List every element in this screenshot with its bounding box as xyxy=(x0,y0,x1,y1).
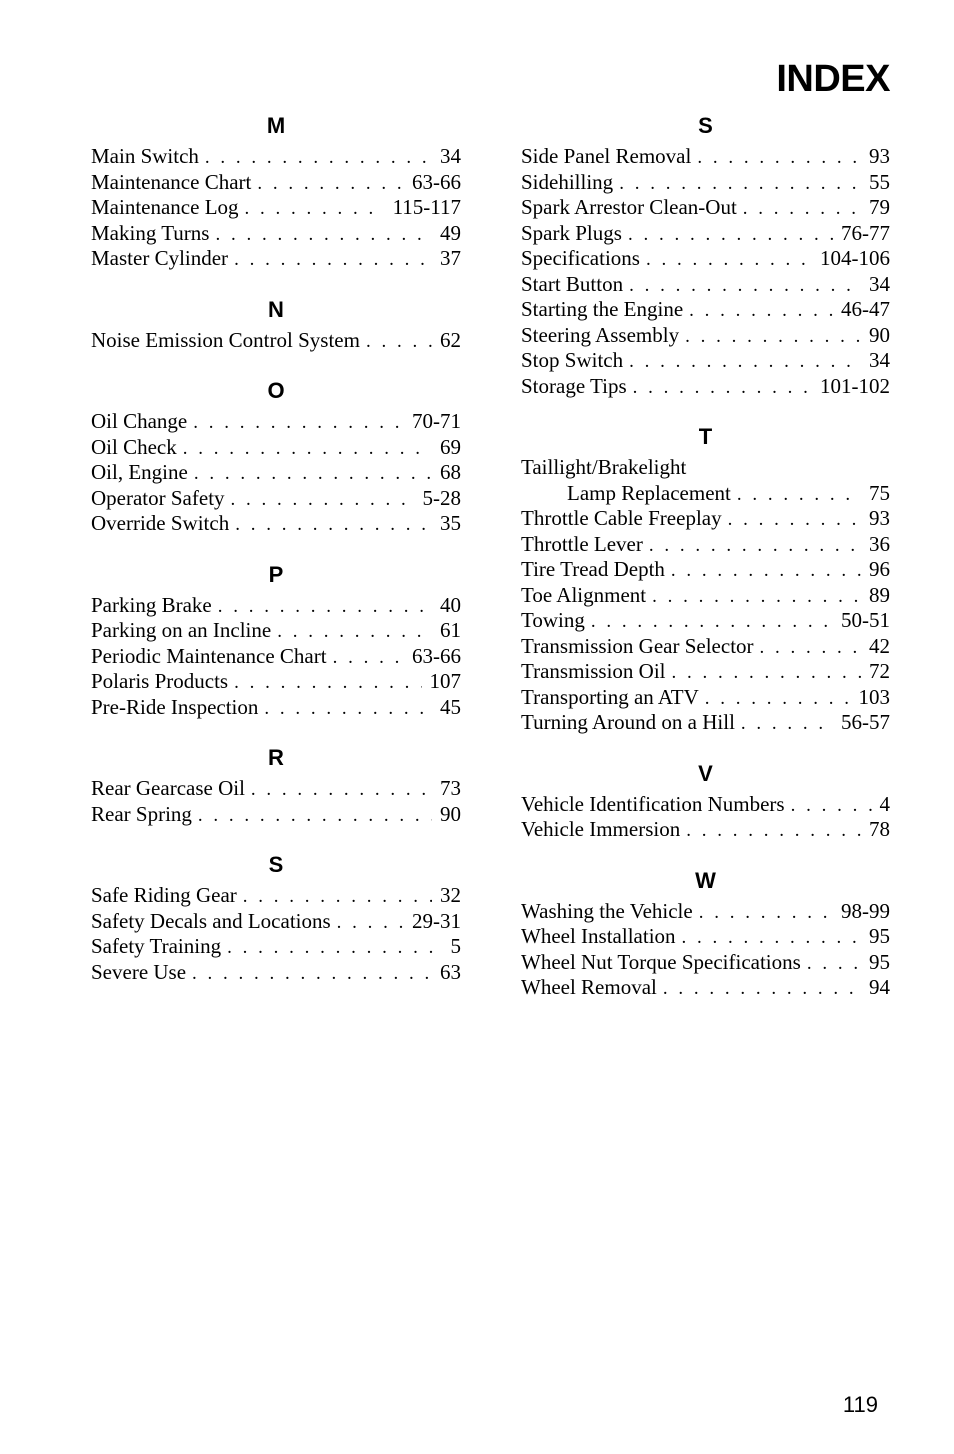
entry-label: Spark Arrestor Clean-Out xyxy=(521,195,737,219)
index-section-s xyxy=(91,847,461,985)
entry-page-number: 90 xyxy=(869,322,890,347)
index-entry xyxy=(91,695,461,721)
dot-leader xyxy=(791,793,872,819)
index-entry xyxy=(91,883,461,909)
entry-page-number: 34 xyxy=(869,348,890,372)
dot-leader xyxy=(245,196,385,222)
entry-page-number: 35 xyxy=(440,511,461,535)
entry-label: Wheel Removal xyxy=(521,975,657,999)
index-entry xyxy=(91,435,461,461)
dot-leader xyxy=(218,594,432,620)
entry-label: Side Panel Removal xyxy=(521,144,692,168)
entry-label: Start Button xyxy=(521,271,624,296)
index-entry xyxy=(91,934,461,960)
index-entry xyxy=(521,297,890,323)
dot-leader xyxy=(737,482,861,508)
entry-page-number: 61 xyxy=(440,618,461,642)
index-entry xyxy=(91,460,461,486)
index-entry xyxy=(521,792,890,818)
index-entry xyxy=(91,909,461,935)
entry-label: Storage Tips xyxy=(521,373,627,398)
dot-leader xyxy=(333,645,404,671)
index-entry xyxy=(521,348,890,374)
section-letter: R xyxy=(268,745,284,770)
entry-label: Toe Alignment xyxy=(521,582,647,607)
entry-page-number: 45 xyxy=(440,694,461,719)
entry-label: Tire Tread Depth xyxy=(521,557,665,581)
entry-label: Transmission Oil xyxy=(521,659,666,683)
section-letter: S xyxy=(698,113,713,138)
index-entry xyxy=(521,374,890,400)
index-entry xyxy=(91,246,461,272)
dot-leader xyxy=(205,145,432,171)
dot-leader xyxy=(682,925,861,951)
index-entry xyxy=(521,583,890,609)
entry-page-number: 78 xyxy=(869,817,890,841)
dot-leader xyxy=(741,711,833,737)
index-entry xyxy=(521,221,890,247)
index-entry xyxy=(521,532,890,558)
entry-label: Oil Change xyxy=(91,409,188,433)
section-letter: V xyxy=(698,760,713,786)
index-section-r xyxy=(91,740,461,827)
entry-page-number: 63 xyxy=(440,959,461,984)
dot-leader xyxy=(760,635,861,661)
entry-label: Maintenance Chart xyxy=(91,169,252,194)
index-entry xyxy=(91,776,461,802)
section-letter: T xyxy=(698,424,713,449)
entry-page-number: 32 xyxy=(440,883,461,907)
section-letter: P xyxy=(268,561,284,587)
entry-page-number: 49 xyxy=(440,220,461,245)
index-entry xyxy=(91,144,461,170)
entry-label: Washing the Vehicle xyxy=(521,898,693,923)
dot-leader xyxy=(663,976,861,1002)
entry-label: Transporting an ATV xyxy=(521,684,699,709)
entry-page-number: 63-66 xyxy=(412,643,461,668)
entry-page-number: 63-66 xyxy=(412,169,461,194)
index-entry xyxy=(521,685,890,711)
section-letter: S xyxy=(268,852,284,877)
entry-label: Starting the Engine xyxy=(521,297,684,321)
index-entry xyxy=(521,506,890,532)
entry-page-number: 62 xyxy=(440,327,461,352)
index-entry xyxy=(91,221,461,247)
index-entry xyxy=(521,659,890,685)
dot-leader xyxy=(697,145,861,171)
entry-page-number: 69 xyxy=(440,434,461,459)
entry-label: Throttle Lever xyxy=(521,531,643,556)
entry-label: Pre-Ride Inspection xyxy=(91,694,259,719)
index-section-p xyxy=(91,557,461,721)
dot-leader xyxy=(194,461,432,487)
entry-page-number: 72 xyxy=(869,659,890,683)
entry-page-number: 29-31 xyxy=(412,908,461,933)
entry-label: Safe Riding Gear xyxy=(91,883,237,907)
index-entry xyxy=(91,618,461,644)
entry-label: Rear Gearcase Oil xyxy=(91,776,245,800)
index-entry xyxy=(91,960,461,986)
dot-leader xyxy=(591,609,833,635)
dot-leader xyxy=(672,660,861,686)
dot-leader xyxy=(235,512,432,538)
section-letter: M xyxy=(266,113,286,138)
index-column-left xyxy=(91,108,461,1005)
entry-label: Polaris Products xyxy=(91,669,229,693)
dot-leader xyxy=(264,696,432,722)
dot-leader xyxy=(728,507,861,533)
entry-label: Operator Safety xyxy=(91,485,225,510)
index-section-n xyxy=(91,292,461,354)
index-entry xyxy=(521,924,890,950)
entry-label: Vehicle Immersion xyxy=(521,817,681,841)
index-entry xyxy=(91,644,461,670)
dot-leader xyxy=(646,247,812,273)
index-entry xyxy=(91,328,461,354)
dot-leader xyxy=(243,884,432,910)
index-entry xyxy=(521,975,890,1001)
section-letter: N xyxy=(268,296,284,322)
index-entry xyxy=(91,669,461,695)
index-entry xyxy=(91,593,461,619)
entry-label: Safety Decals and Locations xyxy=(91,908,331,933)
entry-label: Stop Switch xyxy=(521,348,624,372)
entry-label: Towing xyxy=(521,608,585,632)
dot-leader xyxy=(337,910,404,936)
dot-leader xyxy=(633,375,812,401)
entry-page-number: 101-102 xyxy=(820,373,890,398)
dot-leader xyxy=(198,803,432,829)
index-entry xyxy=(91,511,461,537)
entry-page-number: 55 xyxy=(869,169,890,194)
entry-label: Throttle Cable Freeplay xyxy=(521,506,722,530)
entry-page-number: 5-28 xyxy=(422,485,461,510)
entry-page-number: 96 xyxy=(869,557,890,581)
entry-page-number: 76-77 xyxy=(841,220,890,245)
entry-page-number: 75 xyxy=(869,480,890,505)
index-entry xyxy=(91,195,461,221)
entry-page-number: 95 xyxy=(869,949,890,974)
dot-leader xyxy=(277,619,432,645)
entry-label: Making Turns xyxy=(91,220,210,245)
entry-label: Sidehilling xyxy=(521,169,614,194)
entry-page-number: 40 xyxy=(440,592,461,617)
entry-page-number: 46-47 xyxy=(841,297,890,321)
entry-page-number: 68 xyxy=(440,460,461,484)
dot-leader xyxy=(705,686,851,712)
index-entry xyxy=(521,455,890,481)
index-entry xyxy=(521,817,890,843)
index-entry xyxy=(521,246,890,272)
entry-label: Severe Use xyxy=(91,959,187,984)
dot-leader xyxy=(671,558,861,584)
dot-leader xyxy=(193,410,404,436)
entry-page-number: 93 xyxy=(869,506,890,530)
index-section-t xyxy=(521,419,890,736)
dot-leader xyxy=(686,818,861,844)
entry-label: Rear Spring xyxy=(91,801,192,826)
dot-leader xyxy=(183,436,432,462)
entry-label: Transmission Gear Selector xyxy=(521,633,754,658)
dot-leader xyxy=(652,584,861,610)
index-entry xyxy=(521,323,890,349)
index-section-o xyxy=(91,373,461,537)
page-number: 119 xyxy=(842,1392,878,1417)
index-entry xyxy=(521,195,890,221)
entry-label: Spark Plugs xyxy=(521,220,622,245)
entry-label: Safety Training xyxy=(91,934,222,958)
entry-page-number: 70-71 xyxy=(412,409,461,433)
index-entry xyxy=(91,486,461,512)
dot-leader xyxy=(192,961,432,987)
dot-leader xyxy=(807,951,861,977)
entry-page-number: 90 xyxy=(440,801,461,826)
dot-leader xyxy=(215,222,432,248)
entry-label: Main Switch xyxy=(91,144,199,168)
index-section-m xyxy=(91,108,461,272)
entry-page-number: 34 xyxy=(440,144,461,168)
entry-label: Steering Assembly xyxy=(521,322,680,347)
entry-page-number: 115-117 xyxy=(392,195,461,219)
entry-label: Lamp Replacement xyxy=(567,480,731,505)
entry-page-number: 50-51 xyxy=(841,608,890,632)
dot-leader xyxy=(629,273,861,299)
entry-page-number: 37 xyxy=(440,246,461,270)
entry-label: Wheel Nut Torque Specifications xyxy=(521,949,801,974)
dot-leader xyxy=(743,196,861,222)
dot-leader xyxy=(257,171,404,197)
dot-leader xyxy=(699,900,833,926)
entry-page-number: 95 xyxy=(869,924,890,948)
entry-page-number: 103 xyxy=(858,684,890,709)
dot-leader xyxy=(366,329,432,355)
index-entry xyxy=(521,170,890,196)
index-section-s xyxy=(521,108,890,399)
dot-leader xyxy=(234,247,432,273)
entry-page-number: 36 xyxy=(869,531,890,556)
entry-page-number: 4 xyxy=(879,791,890,816)
index-entry xyxy=(91,170,461,196)
index-entry xyxy=(521,899,890,925)
entry-label: Oil, Engine xyxy=(91,460,188,484)
entry-label: Parking Brake xyxy=(91,592,212,617)
index-entry xyxy=(521,950,890,976)
index-column-right xyxy=(521,108,890,1021)
entry-page-number: 34 xyxy=(869,271,890,296)
dot-leader xyxy=(619,171,861,197)
entry-label: Turning Around on a Hill xyxy=(521,710,735,734)
section-letter: W xyxy=(695,867,716,893)
entry-page-number: 98-99 xyxy=(841,898,890,923)
entry-label: Parking on an Incline xyxy=(91,618,272,642)
entry-page-number: 104-106 xyxy=(820,246,890,270)
index-entry xyxy=(521,144,890,170)
dot-leader xyxy=(227,935,442,961)
page-title: INDEX xyxy=(776,58,890,100)
index-entry xyxy=(521,557,890,583)
index-entry xyxy=(521,481,890,507)
index-section-v xyxy=(521,756,890,843)
index-entry xyxy=(91,409,461,435)
dot-leader xyxy=(234,670,421,696)
entry-label: Oil Check xyxy=(91,434,177,459)
index-entry xyxy=(521,634,890,660)
entry-label: Specifications xyxy=(521,246,640,270)
dot-leader xyxy=(628,222,833,248)
dot-leader xyxy=(629,349,861,375)
entry-page-number: 5 xyxy=(450,934,461,958)
entry-page-number: 89 xyxy=(869,582,890,607)
entry-label: Vehicle Identification Numbers xyxy=(521,791,785,816)
entry-label: Periodic Maintenance Chart xyxy=(91,643,327,668)
entry-page-number: 107 xyxy=(429,669,461,693)
entry-page-number: 73 xyxy=(440,776,461,800)
dot-leader xyxy=(251,777,432,803)
entry-label: Master Cylinder xyxy=(91,246,229,270)
entry-label: Noise Emission Control System xyxy=(91,327,360,352)
dot-leader xyxy=(685,324,861,350)
index-entry xyxy=(521,710,890,736)
entry-page-number: 79 xyxy=(869,195,890,219)
entry-page-number: 93 xyxy=(869,144,890,168)
index-entry xyxy=(521,608,890,634)
entry-page-number: 56-57 xyxy=(841,710,890,734)
section-letter: O xyxy=(267,378,285,403)
entry-label: Wheel Installation xyxy=(521,924,676,948)
dot-leader xyxy=(689,298,833,324)
entry-page-number: 42 xyxy=(869,633,890,658)
index-entry xyxy=(521,272,890,298)
dot-leader xyxy=(649,533,861,559)
entry-label: Override Switch xyxy=(91,511,230,535)
entry-label: Maintenance Log xyxy=(91,195,239,219)
entry-label: Taillight/Brakelight xyxy=(521,455,687,479)
dot-leader xyxy=(231,487,415,513)
index-entry xyxy=(91,802,461,828)
entry-page-number: 94 xyxy=(869,975,890,999)
index-section-w xyxy=(521,863,890,1001)
